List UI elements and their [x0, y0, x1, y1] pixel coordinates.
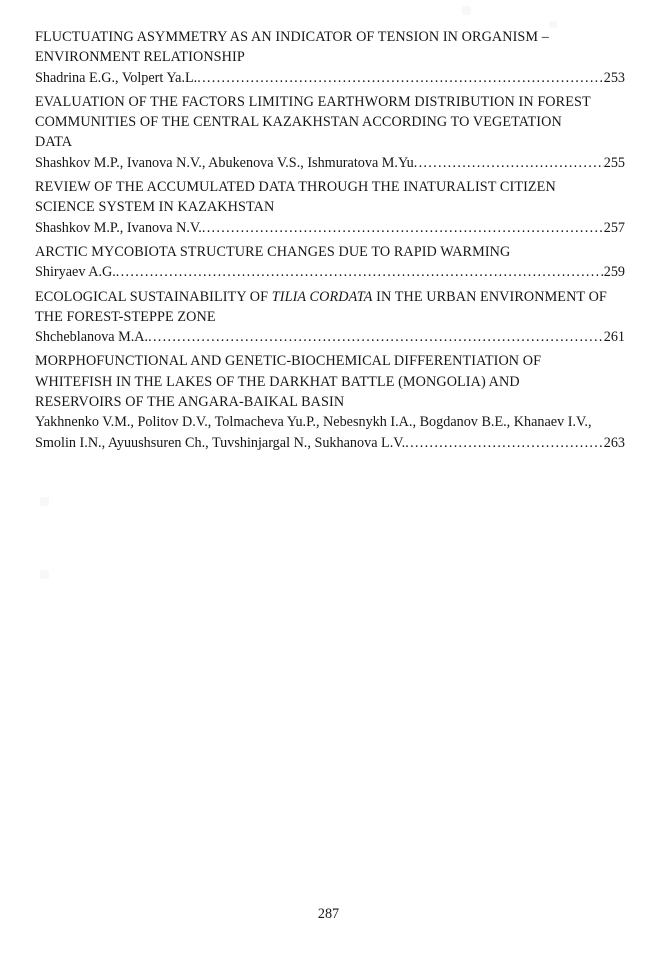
entry-authors-row [35, 433, 625, 453]
dotted-leader [202, 218, 604, 238]
entry-page-number: 255 [603, 154, 625, 171]
title-segment: TILIA CORDATA [271, 288, 373, 305]
scan-artifact [40, 497, 49, 506]
title-segment: REVIEW OF THE ACCUMULATED DATA THROUGH THE INATURALIST CITIZEN [35, 179, 556, 196]
scan-artifact [549, 21, 557, 28]
entry-page-number: 253 [603, 69, 625, 86]
entry-page-number: 257 [603, 219, 625, 236]
entry-authors: Smolin I.N., Ayuushsuren Ch., Tuvshinjargal N., Sukhanova L.V. [35, 434, 406, 451]
entry-page-number: 263 [603, 434, 625, 451]
title-segment: MORPHOFUNCTIONAL AND GENETIC-BIOCHEMICAL DIFFERENTIATION OF [35, 353, 542, 370]
entry-authors: Shashkov M.P., Ivanova N.V. [35, 219, 202, 236]
entry-title-line [35, 112, 625, 132]
dotted-leader [116, 262, 604, 282]
dotted-leader [197, 68, 603, 88]
toc-entry [35, 287, 625, 348]
title-segment: ECOLOGICAL SUSTAINABILITY OF [35, 288, 272, 305]
title-segment: THE FOREST-STEPPE ZONE [35, 308, 216, 325]
title-segment: FLUCTUATING ASYMMETRY AS AN INDICATOR OF TENSION IN ORGANISM – [35, 29, 549, 45]
dotted-leader [148, 327, 604, 347]
toc-entries [35, 27, 625, 453]
entry-authors: Shadrina E.G., Volpert Ya.L. [35, 69, 198, 86]
entry-authors: Shiryaev A.G. [35, 264, 116, 281]
title-segment: COMMUNITIES OF THE CENTRAL KAZAKHSTAN ACCORDING TO VEGETATION [35, 114, 562, 131]
entry-title-line [35, 307, 625, 327]
title-segment: ENVIRONMENT RELATIONSHIP [35, 49, 245, 66]
toc-entry [35, 242, 625, 283]
title-segment: SCIENCE SYSTEM IN KAZAKHSTAN [35, 199, 275, 216]
page-footer [0, 904, 657, 924]
entry-authors-row [35, 327, 625, 347]
toc-entry [35, 351, 625, 452]
title-segment: IN THE URBAN ENVIRONMENT OF [372, 288, 607, 305]
entry-authors: Shashkov M.P., Ivanova N.V., Abukenova V.S., Ishmuratova M.Yu [35, 154, 414, 171]
toc-entry [35, 177, 625, 238]
entry-title-line [35, 197, 625, 217]
entry-authors: Shcheblanova M.A. [35, 329, 149, 346]
entry-authors-row [35, 68, 625, 88]
scan-artifact [40, 570, 49, 579]
title-segment: WHITEFISH IN THE LAKES OF THE DARKHAT BATTLE (MONGOLIA) AND [35, 373, 520, 390]
entry-page-number: 261 [603, 329, 625, 346]
entry-authors-line: Yakhnenko V.M., Politov D.V., Tolmacheva Yu.P., Nebesnykh I.A., Bogdanov B.E., Khanaev I.V., [35, 414, 592, 431]
entry-title-line [35, 177, 625, 197]
title-segment: EVALUATION OF THE FACTORS LIMITING EARTHWORM DISTRIBUTION IN FOREST [35, 93, 591, 110]
footer-page-number: 287 [317, 906, 340, 922]
entry-page-number: 259 [603, 264, 625, 281]
toc-entry [35, 27, 625, 88]
title-segment: RESERVOIRS OF THE ANGARA-BAIKAL BASIN [35, 394, 345, 411]
entry-title-line [35, 242, 625, 262]
entry-title-line [35, 351, 625, 371]
scan-artifact [462, 6, 471, 15]
entry-title-line [35, 132, 625, 152]
entry-title-line [35, 27, 625, 47]
entry-authors-row [35, 262, 625, 282]
entry-title-line [35, 287, 625, 307]
title-segment: DATA [35, 134, 73, 151]
title-segment: ARCTIC MYCOBIOTA STRUCTURE CHANGES DUE TO RAPID WARMING [35, 243, 511, 260]
entry-authors-row [35, 218, 625, 238]
toc-entry [35, 92, 625, 173]
entry-title-line [35, 392, 625, 412]
entry-authors-row [35, 153, 625, 173]
entry-title-line [35, 372, 625, 392]
entry-title-line [35, 47, 625, 67]
dotted-leader [414, 153, 604, 173]
dotted-leader [405, 433, 603, 453]
entry-title-line [35, 92, 625, 112]
